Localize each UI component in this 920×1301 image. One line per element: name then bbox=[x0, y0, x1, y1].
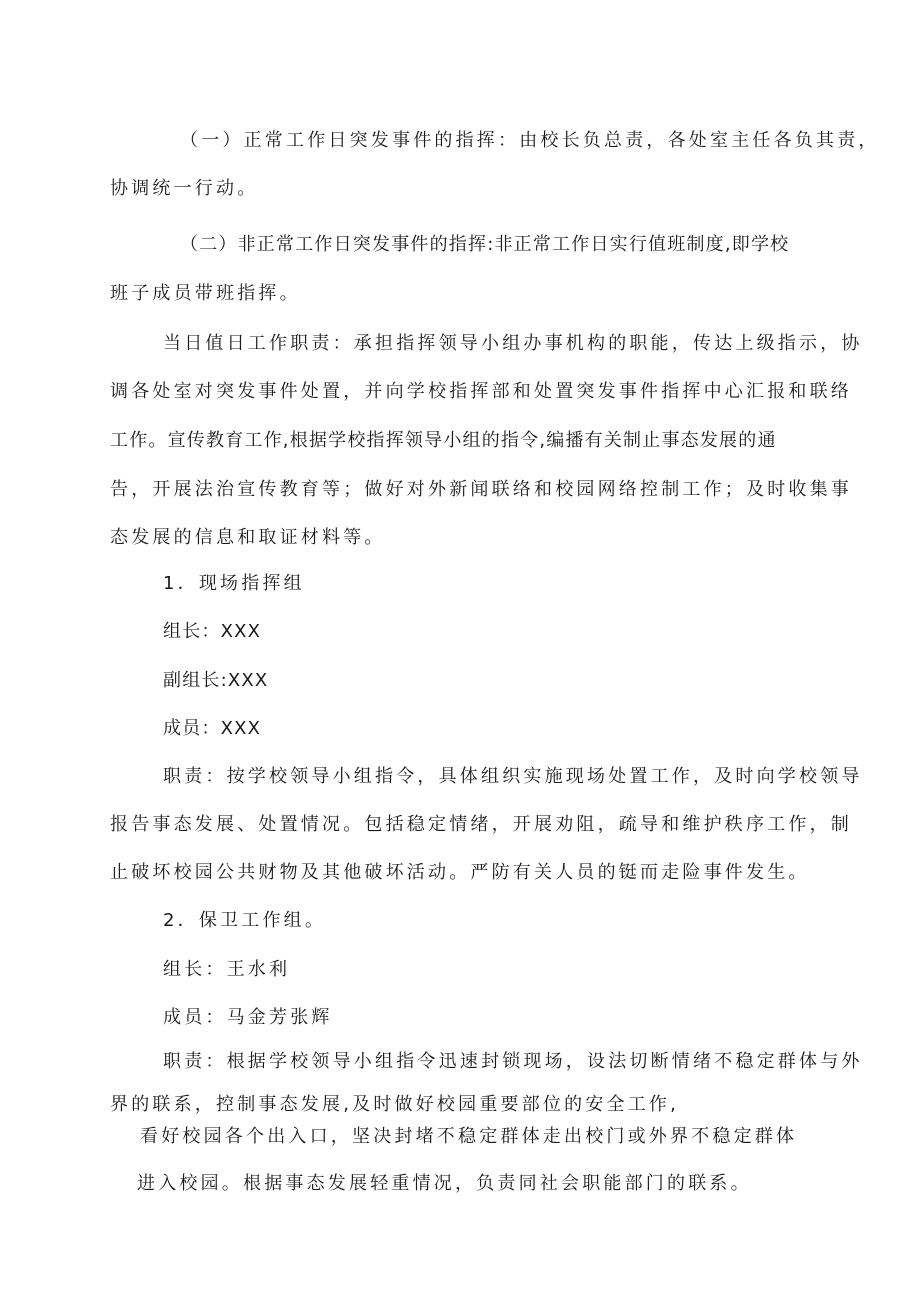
group-leader: 组长：王水利 bbox=[163, 959, 291, 980]
text-line: 职责：按学校领导小组指令，具体组织实施现场处置工作，及时向学校领导 bbox=[163, 766, 863, 787]
text-line: 班子成员带班指挥。 bbox=[110, 283, 301, 304]
text-line: 态发展的信息和取证材料等。 bbox=[110, 527, 386, 548]
text-line: 界的联系，控制事态发展,及时做好校园重要部位的安全工作, bbox=[110, 1094, 680, 1115]
section-title: 1．现场指挥组 bbox=[163, 573, 305, 594]
text-line: （二）非正常工作日突发事件的指挥:非正常工作日实行值班制度,即学校 bbox=[180, 234, 790, 255]
group-members: 成员：XXX bbox=[163, 718, 262, 739]
section-title: 2．保卫工作组。 bbox=[163, 910, 327, 931]
group-members: 成员：马金芳张辉 bbox=[163, 1007, 333, 1028]
text-line: 协调统一行动。 bbox=[110, 178, 259, 199]
text-line: 进入校园。根据事态发展轻重情况，负责同社会职能部门的联系。 bbox=[137, 1173, 752, 1194]
text-line: 职责：根据学校领导小组指令迅速封锁现场，设法切断情绪不稳定群体与外 bbox=[163, 1051, 863, 1072]
text-line: 当日值日工作职责：承担指挥领导小组办事机构的职能，传达上级指示，协 bbox=[163, 333, 863, 354]
group-leader: 组长：XXX bbox=[163, 621, 262, 642]
text-line: 调各处室对突发事件处置，并向学校指挥部和处置突发事件指挥中心汇报和联络 bbox=[110, 381, 852, 402]
text-line: 止破坏校园公共财物及其他破坏活动。严防有关人员的铤而走险事件发生。 bbox=[110, 862, 810, 883]
group-deputy-leader: 副组长:XXX bbox=[163, 670, 269, 691]
text-line: 工作。宣传教育工作,根据学校指挥领导小组的指令,编播有关制止事态发展的通 bbox=[110, 430, 777, 451]
text-line: 报告事态发展、处置情况。包括稳定情绪，开展劝阻，疏导和维护秩序工作，制 bbox=[110, 814, 852, 835]
text-line: （一）正常工作日突发事件的指挥：由校长负总责，各处室主任各负其责， bbox=[180, 130, 880, 151]
text-line: 告，开展法治宣传教育等；做好对外新闻联络和校园网络控制工作；及时收集事 bbox=[110, 479, 852, 500]
text-line: 看好校园各个出入口，坚决封堵不稳定群体走出校门或外界不稳定群体 bbox=[140, 1126, 798, 1147]
